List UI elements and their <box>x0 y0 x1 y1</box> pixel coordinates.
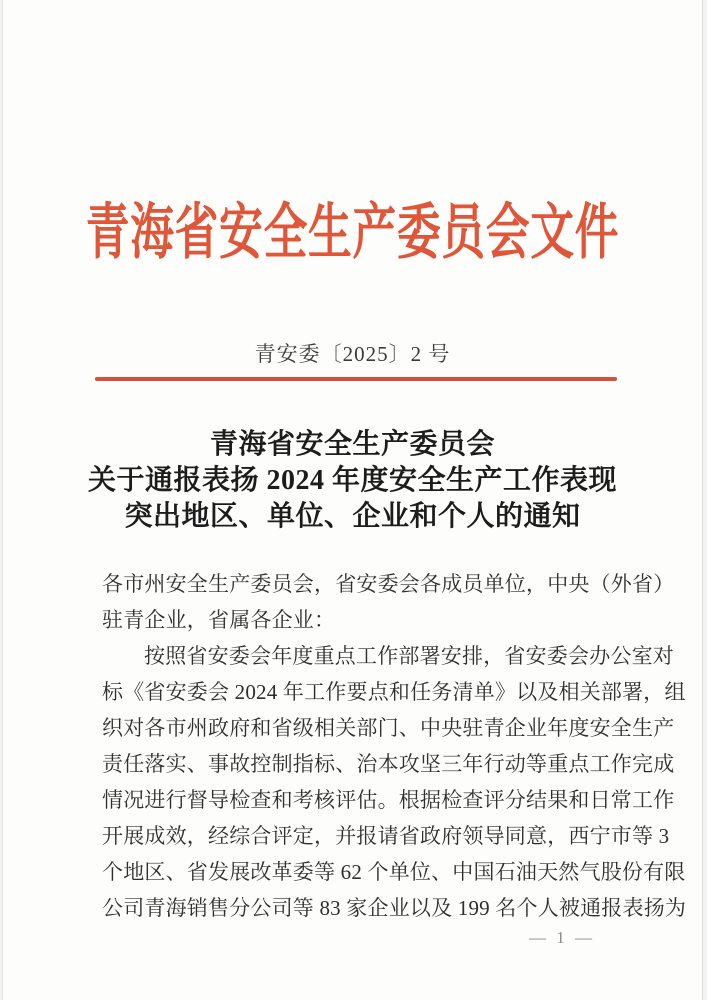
document-body <box>102 566 687 926</box>
body-line: 个地区、省发展改革委等 62 个单位、中国石油天然气股份有限 <box>102 860 686 884</box>
document-page <box>2 0 703 1000</box>
body-line: 织对各市州政府和省级相关部门、中央驻青企业年度安全生产 <box>102 716 675 740</box>
page-number: — 1 — <box>529 928 595 947</box>
document-title-line-1: 青海省安全生产委员会 <box>209 429 495 460</box>
document-title-line-2: 关于通报表扬 2024 年度安全生产工作表现 <box>87 465 617 496</box>
red-divider-line <box>95 377 617 381</box>
body-line: 开展成效，经综合评定，并报请省政府领导同意，西宁市等 3 <box>102 824 670 848</box>
document-number: 青安委〔2025〕2 号 <box>254 342 451 366</box>
body-line: 公司青海销售分公司等 83 家企业以及 199 名个人被通报表扬为 <box>102 896 687 920</box>
document-title-line-3: 突出地区、单位、企业和个人的通知 <box>124 501 581 532</box>
document-header-title: 青海省安全生产委员会文件 <box>85 199 620 267</box>
body-line: 各市州安全生产委员会，省安委会各成员单位，中央（外省） <box>102 572 675 596</box>
body-line: 按照省安委会年度重点工作部署安排，省安委会办公室对 <box>144 644 674 668</box>
document-title <box>3 427 702 535</box>
body-line: 情况进行督导检查和考核评估。根据检查评分结果和日常工作 <box>102 788 675 812</box>
body-line: 责任落实、事故控制指标、治本攻坚三年行动等重点工作完成 <box>102 752 675 776</box>
body-line: 驻青企业，省属各企业： <box>102 608 336 632</box>
body-line: 标《省安委会 2024 年工作要点和任务清单》以及相关部署，组 <box>102 680 686 704</box>
